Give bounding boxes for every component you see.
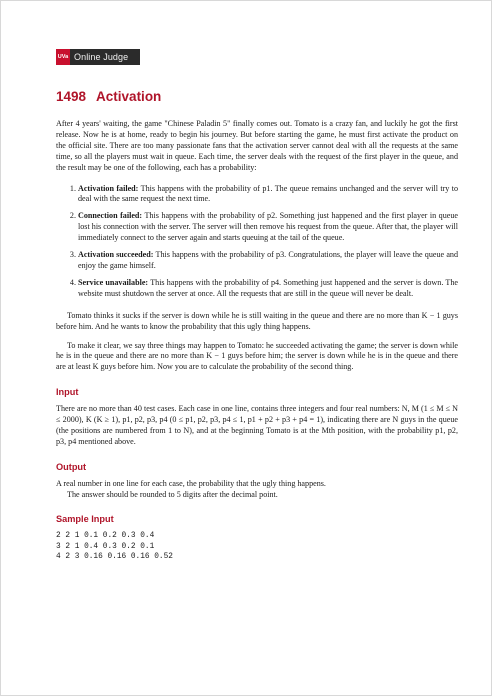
outcome-text: This happens with the probability of p4. Something just happened and the server is down. The website must shutdown the server at once. All the requests that are still in the queue will never be dealt. [78, 277, 459, 298]
outcome-text: This happens with the probability of p3. Congratulations, the player will leave the queue and enjoy the game himself. [78, 250, 458, 270]
list-item [78, 211, 458, 244]
problem-title [56, 89, 458, 105]
outcome-text: This happens with the probability of p2. Something just happened and the first player in queue lost his connection with the server. The server will then remove his request from the queue. After that, the player will immediately connect to the server again and starts queuing at the tail of the queue. [78, 211, 459, 243]
judge-banner [56, 49, 140, 65]
outcome-term: Service unavailable: [78, 277, 149, 287]
input-heading: Input [56, 387, 79, 398]
problem-number: 1498 [56, 89, 87, 104]
list-item [78, 250, 458, 272]
outcome-term: Connection failed: [78, 211, 143, 221]
outcome-list [56, 184, 458, 300]
sample-input-heading: Sample Input [56, 514, 114, 525]
outcome-term: Activation failed: [78, 183, 139, 193]
output-heading: Output [56, 461, 87, 472]
uva-logo: UVa [56, 49, 70, 65]
list-item [78, 184, 458, 206]
problem-name: Activation [96, 89, 162, 104]
clarification-paragraph: To make it clear, we say three things may happen to Tomato: he succeeded activating the game; the server is down while he is in the queue and there are no more than K − 1 guys before him; the server is down while he is in the queue and there are at least K guys before him. Now you are to calculate the probability of the second thing. [56, 340, 458, 372]
input-description: There are no more than 40 test cases. Each case in one line, contains three integers and four real numbers: N, M (1 ≤ M ≤ N ≤ 2000), K (K ≥ 1), p1, p2, p3, p4 (0 ≤ p1, p2, p3, p4 ≤ 1, p1 + p2 + p3 + p4 = 1), indicating there are N guys in the queue (the positions are numbered from 1 to N), and at the beginning Tomato is at the Mth position, with the probability p1, p2, p3, p4 mentioned above. [56, 404, 458, 446]
output-rounding-note: The answer should be rounded to 5 digits after the decimal point. [67, 489, 278, 499]
sample-line: 3 2 1 0.4 0.3 0.2 0.1 [56, 542, 155, 551]
outcome-term: Activation succeeded: [78, 250, 154, 260]
brand-name: Online Judge [74, 52, 129, 62]
output-description: A real number in one line for each case, the probability that the ugly thing happens. [56, 478, 326, 488]
intro-paragraph: After 4 years' waiting, the game "Chinese Paladin 5" finally comes out. Tomato is a crazy fan, and luckily he got the first release. Now he is at home, ready to begin his journey. But before starting the game, he must first activate the product on the official site. There are too many passionate fans that the activation server cannot deal with all the requests at the same time, so all the players must wait in queue. Each time, the server deals with the request of the first player in the queue, and the result may be one of the following, each has a probability: [56, 119, 458, 172]
list-item [78, 278, 458, 300]
sample-line: 4 2 3 0.16 0.16 0.16 0.52 [56, 553, 173, 562]
problem-content [56, 89, 458, 563]
explanation-paragraph: Tomato thinks it sucks if the server is down while he is still waiting in the queue and there are no more than K − 1 guys before him. And he wants to know the probability that this ugly thing happens. [56, 310, 458, 331]
outcome-text: This happens with the probability of p1. The queue remains unchanged and the server will try to deal with the same request the next time. [78, 183, 458, 204]
sample-line: 2 2 1 0.1 0.2 0.3 0.4 [56, 532, 155, 541]
